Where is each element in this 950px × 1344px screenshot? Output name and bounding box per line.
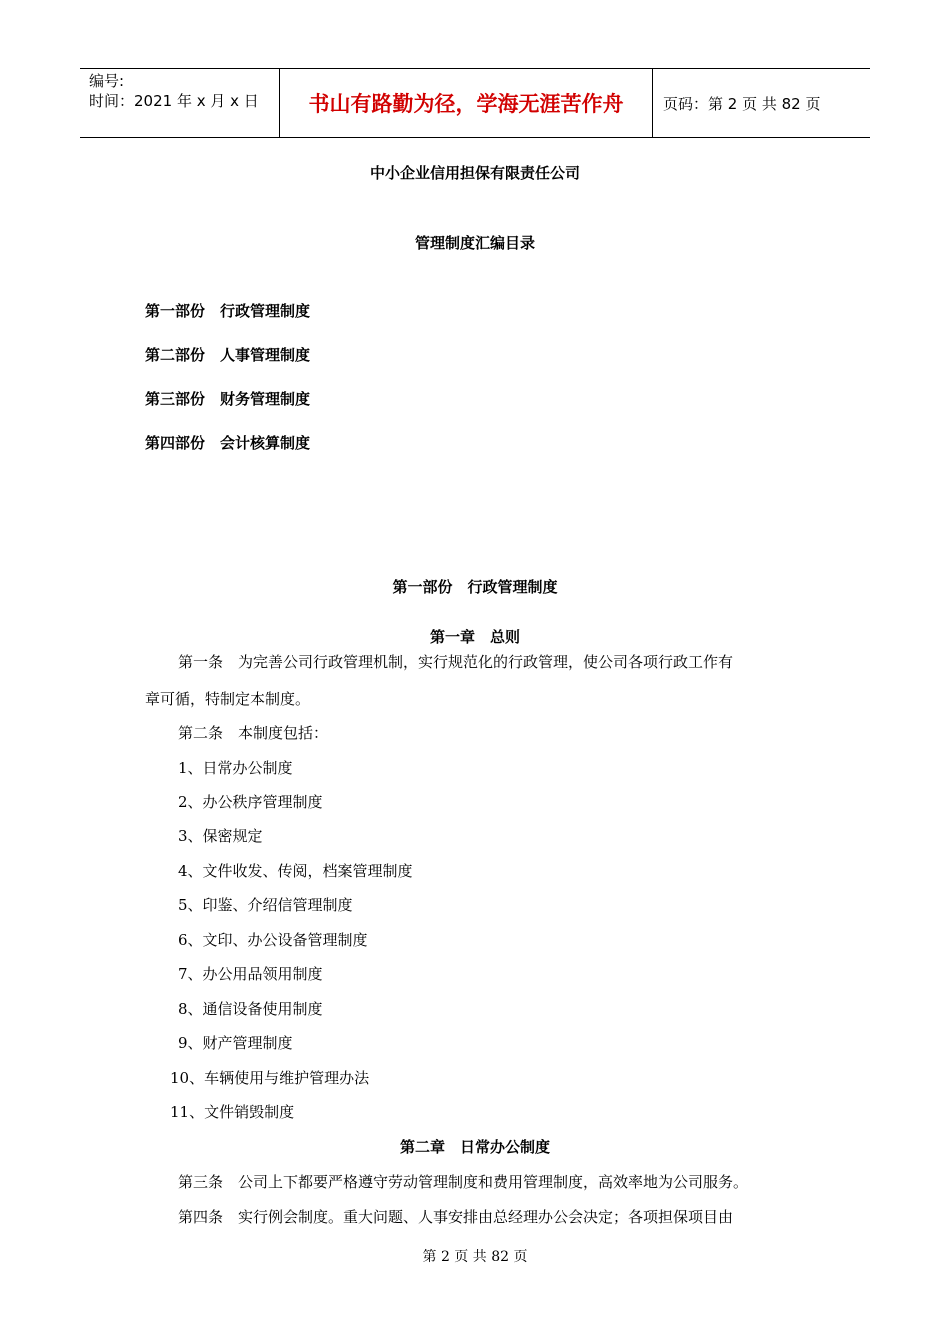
article1-line2: 章可循，特制定本制度。 <box>145 690 311 708</box>
header-page-info: 页码：第 2 页 共 82 页 <box>663 94 821 113</box>
list-item: 9、财产管理制度 <box>178 1034 293 1052</box>
header-meta <box>80 69 280 137</box>
list-item: 5、印鉴、介绍信管理制度 <box>178 896 353 914</box>
chapter1-title: 第一章 总则 <box>429 628 520 646</box>
toc-title: 管理制度汇编目录 <box>414 234 535 252</box>
page-footer: 第 2 页 共 82 页 <box>422 1249 528 1265</box>
toc-item: 第四部份 会计核算制度 <box>145 434 311 452</box>
list-item: 4、文件收发、传阅，档案管理制度 <box>178 862 413 880</box>
number-label: 编号: <box>89 72 125 90</box>
list-item: 11、文件销毁制度 <box>170 1103 295 1121</box>
page-header <box>80 68 870 138</box>
list-item: 7、办公用品领用制度 <box>178 965 323 983</box>
list-item: 10、车辆使用与维护管理办法 <box>170 1069 370 1087</box>
part1-title: 第一部份 行政管理制度 <box>392 578 558 596</box>
article2: 第二条 本制度包括： <box>178 724 329 742</box>
list-item: 6、文印、办公设备管理制度 <box>178 931 368 949</box>
toc-item: 第二部份 人事管理制度 <box>145 346 311 364</box>
list-item: 2、办公秩序管理制度 <box>178 793 323 811</box>
toc-item: 第三部份 财务管理制度 <box>145 390 311 408</box>
time-label: 时间：2021 年 x 月 x 日 <box>89 92 259 110</box>
article3: 第三条 公司上下都要严格遵守劳动管理制度和费用管理制度，高效率地为公司服务。 <box>178 1173 749 1191</box>
list-item: 3、保密规定 <box>178 827 263 845</box>
list-item: 8、通信设备使用制度 <box>178 1000 323 1018</box>
list-item: 1、日常办公制度 <box>178 759 293 777</box>
toc-item: 第一部份 行政管理制度 <box>145 302 311 320</box>
header-motto: 书山有路勤为径，学海无涯苦作舟 <box>280 69 653 137</box>
article1-line1: 第一条 为完善公司行政管理机制，实行规范化的行政管理，使公司各项行政工作有 <box>178 653 734 671</box>
company-title: 中小企业信用担保有限责任公司 <box>369 164 580 182</box>
article4: 第四条 实行例会制度。重大问题、人事安排由总经理办公会决定；各项担保项目由 <box>178 1208 734 1226</box>
chapter2-title: 第二章 日常办公制度 <box>399 1138 550 1156</box>
